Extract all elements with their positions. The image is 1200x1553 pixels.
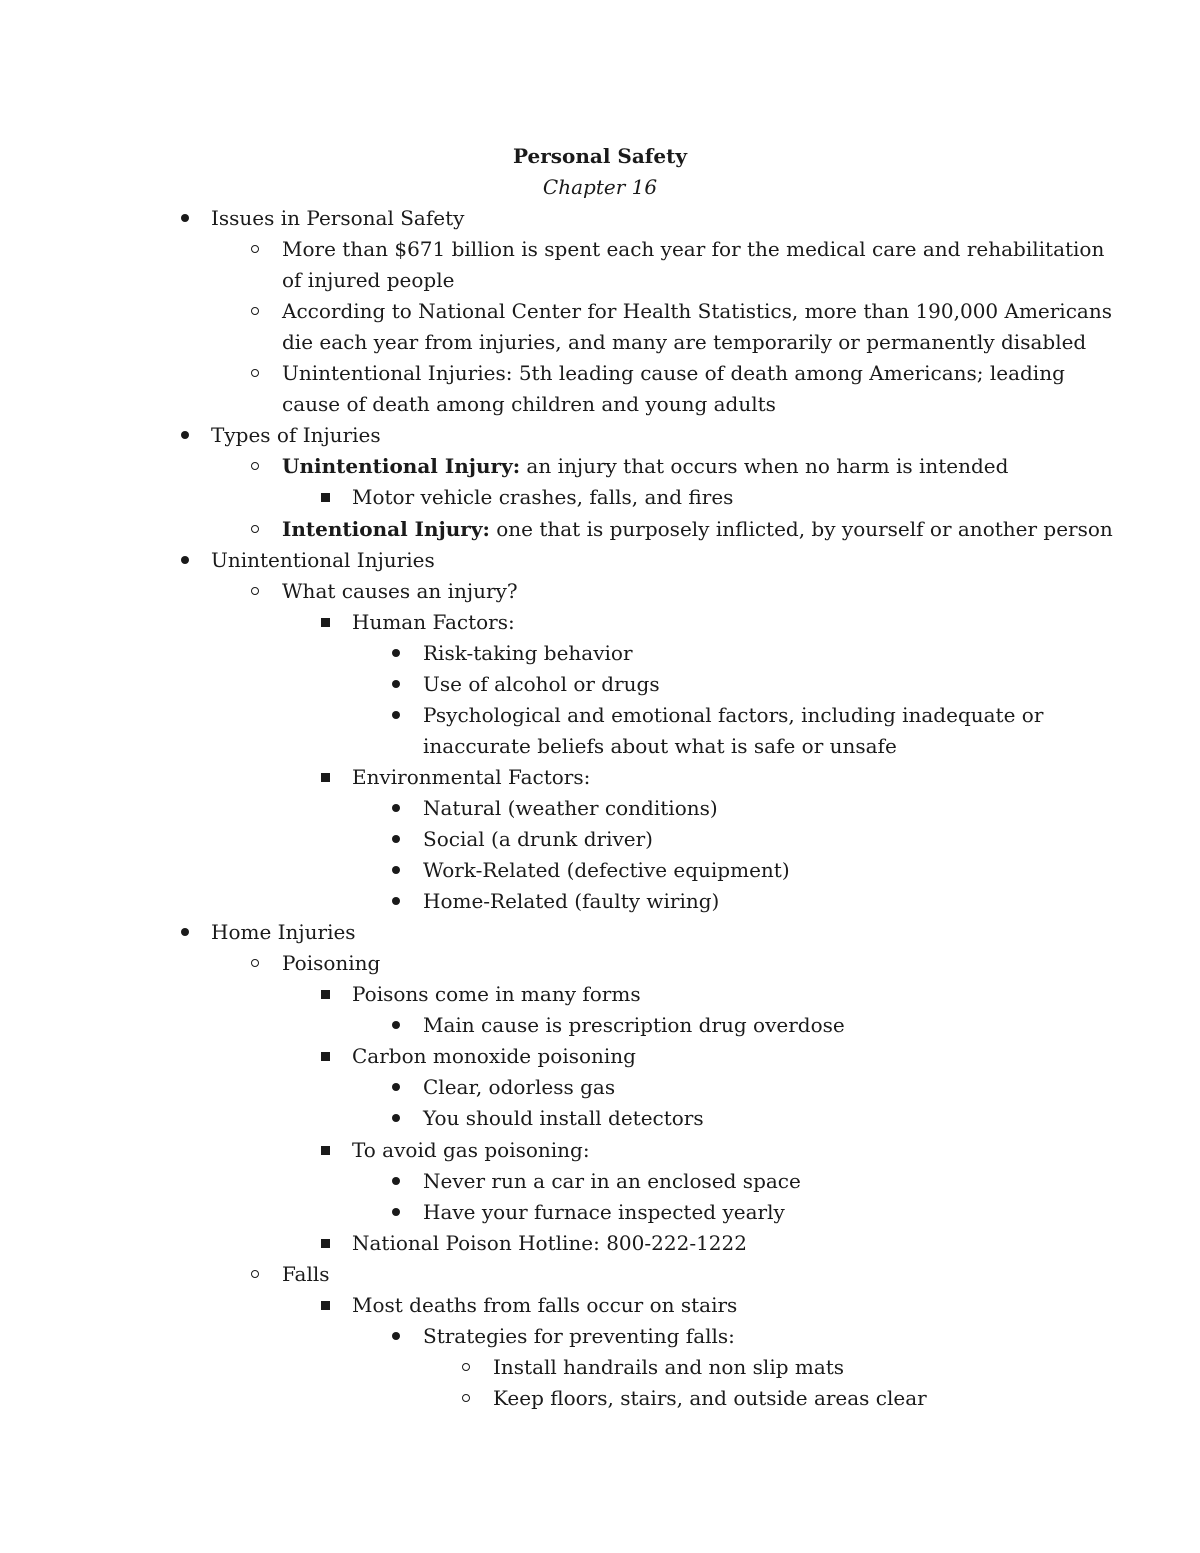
bullet-dot-icon: [386, 1073, 406, 1101]
bullet-square-icon: [315, 1136, 335, 1164]
term-label: Intentional Injury:: [282, 517, 490, 541]
list-item: Use of alcohol or drugs: [423, 672, 660, 696]
bullet-dot-icon: [386, 670, 406, 698]
bullet-circle-icon: [456, 1384, 476, 1412]
list-item: To avoid gas poisoning:: [352, 1138, 590, 1162]
bullet-square-icon: [315, 1042, 335, 1070]
list-item: Keep floors, stairs, and outside areas clear: [493, 1386, 927, 1410]
list-item: Install handrails and non slip mats: [493, 1355, 845, 1379]
bullet-circle-icon: [245, 577, 265, 605]
list-item: Psychological and emotional factors, including inadequate or: [423, 703, 1044, 727]
list-item: Poisoning: [282, 951, 381, 975]
list-item: [282, 452, 1008, 480]
list-item: Unintentional Injuries: [211, 548, 435, 572]
bullet-circle-icon: [245, 235, 265, 263]
list-item: Motor vehicle crashes, falls, and fires: [352, 485, 734, 509]
page-title: Personal Safety: [512, 144, 687, 168]
list-item: Falls: [282, 1262, 330, 1286]
list-item: According to National Center for Health Statistics, more than 190,000 Americans: [282, 299, 1112, 323]
bullet-dot-icon: [175, 204, 195, 232]
bullet-dot-icon: [386, 1104, 406, 1132]
list-item: Carbon monoxide poisoning: [352, 1044, 636, 1068]
bullet-square-icon: [315, 1291, 335, 1319]
bullet-circle-icon: [456, 1353, 476, 1381]
list-item: Work-Related (defective equipment): [423, 858, 790, 882]
list-item: Issues in Personal Safety: [211, 206, 465, 230]
list-item: [282, 515, 1113, 543]
list-item: Social (a drunk driver): [423, 827, 653, 851]
bullet-dot-icon: [386, 639, 406, 667]
list-item: Never run a car in an enclosed space: [423, 1169, 801, 1193]
list-item: Most deaths from falls occur on stairs: [352, 1293, 738, 1317]
list-item: Main cause is prescription drug overdose: [423, 1013, 845, 1037]
bullet-dot-icon: [386, 1011, 406, 1039]
list-item: Environmental Factors:: [352, 765, 591, 789]
bullet-circle-icon: [245, 359, 265, 387]
list-item: National Poison Hotline: 800-222-1222: [352, 1231, 747, 1255]
list-item: Risk-taking behavior: [423, 641, 633, 665]
bullet-dot-icon: [175, 546, 195, 574]
term-definition: one that is purposely inflicted, by yourself or another person: [489, 517, 1113, 541]
page-subtitle: Chapter 16: [542, 175, 658, 199]
list-item: Strategies for preventing falls:: [423, 1324, 735, 1348]
list-item: What causes an injury?: [282, 579, 518, 603]
bullet-circle-icon: [245, 515, 265, 543]
bullet-dot-icon: [386, 1322, 406, 1350]
bullet-dot-icon: [386, 887, 406, 915]
bullet-dot-icon: [386, 794, 406, 822]
bullet-circle-icon: [245, 1260, 265, 1288]
bullet-dot-icon: [175, 421, 195, 449]
list-item: Clear, odorless gas: [423, 1075, 616, 1099]
list-item: More than $671 billion is spent each year for the medical care and rehabilitation: [282, 237, 1105, 261]
bullet-circle-icon: [245, 949, 265, 977]
list-item: Have your furnace inspected yearly: [423, 1200, 785, 1224]
list-item: Types of Injuries: [211, 423, 381, 447]
bullet-dot-icon: [386, 825, 406, 853]
bullet-dot-icon: [386, 856, 406, 884]
bullet-circle-icon: [245, 297, 265, 325]
list-item-continuation: die each year from injuries, and many are temporarily or permanently disabled: [282, 330, 1087, 354]
list-item: Home Injuries: [211, 920, 356, 944]
bullet-square-icon: [315, 980, 335, 1008]
bullet-square-icon: [315, 483, 335, 511]
term-definition: an injury that occurs when no harm is intended: [520, 454, 1009, 478]
list-item: Natural (weather conditions): [423, 796, 718, 820]
bullet-dot-icon: [386, 1198, 406, 1226]
list-item: Human Factors:: [352, 610, 515, 634]
list-item-continuation: cause of death among children and young adults: [282, 392, 776, 416]
list-item: You should install detectors: [423, 1106, 704, 1130]
bullet-square-icon: [315, 763, 335, 791]
term-label: Unintentional Injury:: [282, 454, 521, 478]
list-item-continuation: of injured people: [282, 268, 455, 292]
bullet-circle-icon: [245, 452, 265, 480]
list-item: Home-Related (faulty wiring): [423, 889, 720, 913]
bullet-square-icon: [315, 1229, 335, 1257]
bullet-dot-icon: [386, 1167, 406, 1195]
list-item: Poisons come in many forms: [352, 982, 641, 1006]
bullet-square-icon: [315, 608, 335, 636]
list-item-continuation: inaccurate beliefs about what is safe or unsafe: [423, 734, 897, 758]
bullet-dot-icon: [175, 918, 195, 946]
bullet-dot-icon: [386, 701, 406, 729]
list-item: Unintentional Injuries: 5th leading cause of death among Americans; leading: [282, 361, 1065, 385]
